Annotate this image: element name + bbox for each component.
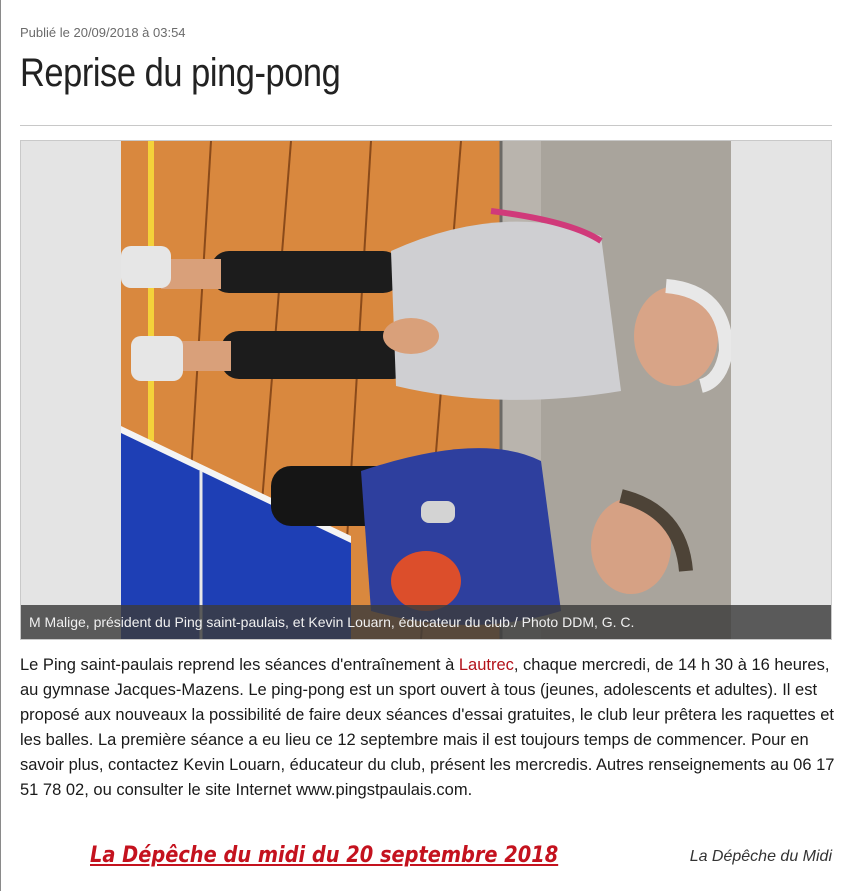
article-title: Reprise du ping-pong [20, 51, 341, 95]
body-text-start: Le Ping saint-paulais reprend les séances d'entraînement à [20, 656, 459, 674]
body-text-end: , chaque mercredi, de 14 h 30 à 16 heures, au gymnase Jacques-Mazens. Le ping-pong est un sport ouvert à tous (jeunes, adolescents et adultes). Il est proposé aux nouveaux la possibilité de faire deux séances d'essai gratuites, le club leur prêtera les raquettes et les balles. La première séance a eu lieu ce 12 septembre mais il est toujours temps de commencer. Pour en savoir plus, contactez Kevin Louarn, éducateur du club, présent les mercredis. Autres renseignements au 06 17 51 78 02, ou consulter le site Internet www.pingstpaulais.com. [20, 656, 835, 799]
photo-image [121, 141, 731, 639]
article-body [20, 653, 835, 803]
lautrec-link[interactable]: Lautrec [458, 656, 514, 674]
publish-date: Publié le 20/09/2018 à 03:54 [20, 25, 186, 40]
article-photo[interactable] [20, 140, 832, 640]
source-note[interactable]: La Dépêche du midi du 20 septembre 2018 [90, 843, 559, 868]
publication-brand: La Dépêche du Midi [689, 848, 832, 865]
title-divider [20, 125, 832, 126]
photo-caption: M Malige, président du Ping saint-paulais, et Kevin Louarn, éducateur du club./ Photo DDM, G. C. [21, 605, 831, 639]
left-border [0, 0, 1, 891]
